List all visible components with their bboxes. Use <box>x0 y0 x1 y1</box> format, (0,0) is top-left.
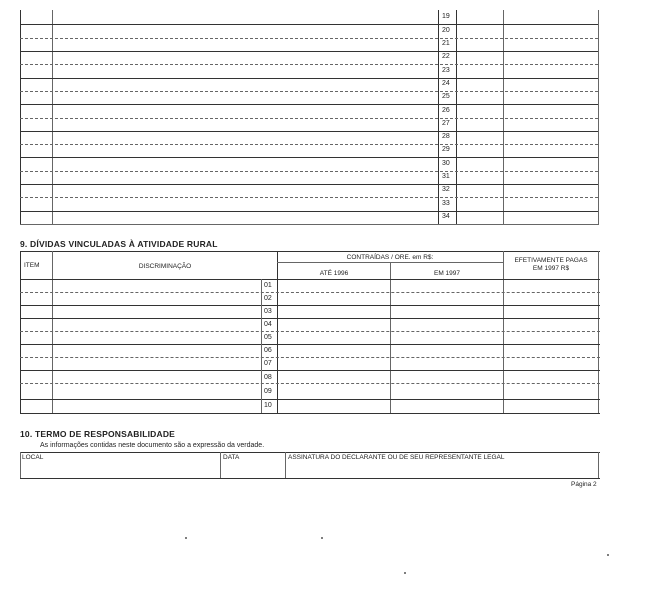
signature-bottom-rule <box>20 478 600 479</box>
row-number: 09 <box>264 388 272 395</box>
row-rule <box>20 51 598 52</box>
row-rule <box>20 224 598 225</box>
row-rule <box>20 197 598 198</box>
table-bottom-rule <box>20 413 600 414</box>
row-number: 33 <box>442 200 450 207</box>
row-rule <box>20 157 598 158</box>
row-rule <box>20 211 598 212</box>
header-item: ITEM <box>24 262 40 269</box>
item-col-divider <box>52 251 53 413</box>
signature-left-border <box>20 452 21 478</box>
row-number: 24 <box>442 80 450 87</box>
row-number: 10 <box>264 402 272 409</box>
top-table-right-border <box>598 10 599 225</box>
row-rule <box>20 104 598 105</box>
scan-speck <box>607 554 609 556</box>
header-em-1997: EM 1997 <box>433 270 461 277</box>
row-rule <box>20 305 600 306</box>
local-label: LOCAL <box>22 454 44 461</box>
scan-speck <box>185 537 187 539</box>
row-number: 34 <box>442 213 450 220</box>
data-label: DATA <box>223 454 240 461</box>
signature-top-rule <box>20 452 600 453</box>
row-rule <box>20 171 598 172</box>
ate-col-divider <box>390 262 391 413</box>
header-contraidas: CONTRAÍDAS / ORE. em R$: <box>346 254 434 261</box>
row-rule <box>20 64 598 65</box>
row-number: 32 <box>442 186 450 193</box>
row-number: 08 <box>264 374 272 381</box>
row-number: 21 <box>442 40 450 47</box>
data-signature-divider <box>285 452 286 478</box>
row-rule <box>20 357 600 358</box>
signature-right-border <box>598 452 599 478</box>
table-top-rule <box>20 251 600 252</box>
row-rule <box>20 184 598 185</box>
table-right-border <box>598 251 599 413</box>
row-rule <box>20 399 600 400</box>
row-rule <box>20 131 598 132</box>
row-number: 25 <box>442 93 450 100</box>
row-number: 29 <box>442 146 450 153</box>
responsibility-statement: As informações contidas neste documento são a expressão da verdade. <box>40 442 265 449</box>
row-number: 02 <box>264 295 272 302</box>
signature-label: ASSINATURA DO DECLARANTE OU DE SEU REPRESENTANTE LEGAL <box>288 454 505 461</box>
header-discriminacao: DISCRIMINAÇÃO <box>138 263 192 270</box>
page-number: Página 2 <box>571 481 597 488</box>
row-rule <box>20 292 600 293</box>
header-bottom-rule <box>20 279 600 280</box>
section9-title: 9. DÍVIDAS VINCULADAS À ATIVIDADE RURAL <box>20 239 218 249</box>
row-number: 28 <box>442 133 450 140</box>
header-efetivamente-pagas: EFETIVAMENTE PAGAS <box>514 257 588 264</box>
row-rule <box>20 78 598 79</box>
row-rule <box>20 91 598 92</box>
row-number: 03 <box>264 308 272 315</box>
section10-title: 10. TERMO DE RESPONSABILIDADE <box>20 429 176 439</box>
row-number: 27 <box>442 120 450 127</box>
row-number: 31 <box>442 173 450 180</box>
row-number: 30 <box>442 160 450 167</box>
row-number: 19 <box>442 13 450 20</box>
row-number: 22 <box>442 53 450 60</box>
scan-speck <box>321 537 323 539</box>
row-number: 23 <box>442 67 450 74</box>
row-rule <box>20 38 598 39</box>
row-number: 05 <box>264 334 272 341</box>
row-rule <box>20 383 600 384</box>
row-rule <box>20 370 600 371</box>
row-number: 06 <box>264 347 272 354</box>
em1997-col-divider <box>503 251 504 413</box>
row-number: 26 <box>442 107 450 114</box>
row-number: 20 <box>442 27 450 34</box>
row-rule <box>20 318 600 319</box>
table-left-border <box>20 251 21 413</box>
row-rule <box>20 331 600 332</box>
row-number: 01 <box>264 282 272 289</box>
row-number: 07 <box>264 360 272 367</box>
header-ate-1996: ATÉ 1996 <box>319 270 349 277</box>
header-efetivamente-pagas-year: EM 1997 R$ <box>532 265 570 272</box>
row-rule <box>20 24 598 25</box>
scan-speck <box>404 572 406 574</box>
row-rule <box>20 144 598 145</box>
row-number: 04 <box>264 321 272 328</box>
discriminacao-col-divider <box>277 251 278 413</box>
contraidas-sub-rule <box>277 262 503 263</box>
row-rule <box>20 344 600 345</box>
row-rule <box>20 118 598 119</box>
row-number-box <box>261 279 262 413</box>
local-data-divider <box>220 452 221 478</box>
